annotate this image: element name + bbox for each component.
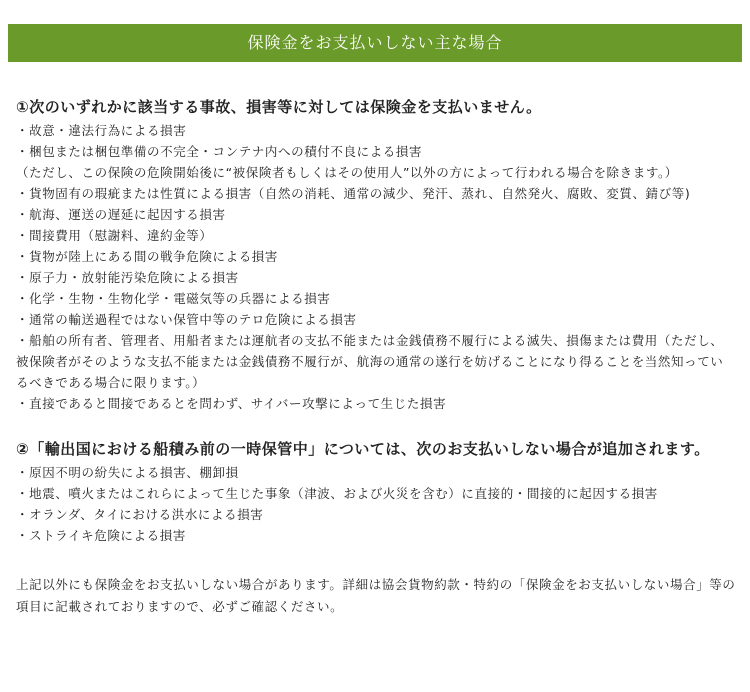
exclusions-content — [16, 96, 736, 631]
list-item: ・原因不明の紛失による損害、棚卸損 — [16, 465, 239, 480]
section-heading: ②「輸出国における船積み前の一時保管中」については、次のお支払いしない場合が追加されます。 — [16, 440, 710, 458]
footer-note: 上記以外にも保険金をお支払いしない場合があります。詳細は協会貨物約款・特約の「保険金をお支払いしない場合」等の項目に記載されておりますので、必ずご確認ください。 — [16, 577, 736, 614]
list-item-note: （ただし、この保険の危険開始後に“被保険者もしくはその使用人”以外の方によって行われる場合を除きます。） — [16, 165, 678, 180]
list-item: ・原子力・放射能汚染危険による損害 — [16, 270, 239, 285]
list-item: ・貨物固有の瑕疵または性質による損害（自然の消耗、通常の減少、発汗、蒸れ、自然発火、腐敗、変質、錆び等) — [16, 186, 691, 201]
section-storage-exclusions — [16, 438, 736, 546]
list-item: ・ストライキ危険による損害 — [16, 528, 186, 543]
section-heading: ①次のいずれかに該当する事故、損害等に対しては保険金を支払いません。 — [16, 98, 542, 116]
list-item: ・地震、噴火またはこれらによって生じた事象（津波、および火災を含む）に直接的・間接的に起因する損害 — [16, 486, 658, 501]
list-item: ・梱包または梱包準備の不完全・コンテナ内への積付不良による損害 — [16, 144, 423, 159]
list-item: ・貨物が陸上にある間の戦争危険による損害 — [16, 249, 279, 264]
section-general-exclusions — [16, 96, 736, 414]
list-item: ・船舶の所有者、管理者、用船者または運航者の支払不能または金銭債務不履行による滅失、損傷または費用（ただし、被保険者がそのような支払不能または金銭債務不履行が、航海の通常の遂行を妨げることになり得ることを当然知っているべきである場合に限ります。） — [16, 333, 724, 390]
list-item: ・航海、運送の遅延に起因する損害 — [16, 207, 226, 222]
list-item: ・故意・違法行為による損害 — [16, 123, 187, 138]
list-item: ・直接であると間接であるとを問わず、サイバー攻撃によって生じた損害 — [16, 396, 447, 411]
section-banner — [8, 24, 742, 62]
list-item: ・間接費用（慰謝料、違約金等） — [16, 228, 213, 243]
list-item: ・通常の輸送過程ではない保管中等のテロ危険による損害 — [16, 312, 357, 327]
list-item: ・化学・生物・生物化学・電磁気等の兵器による損害 — [16, 291, 331, 306]
list-item: ・オランダ、タイにおける洪水による損害 — [16, 507, 264, 522]
banner-title: 保険金をお支払いしない主な場合 — [247, 33, 503, 52]
